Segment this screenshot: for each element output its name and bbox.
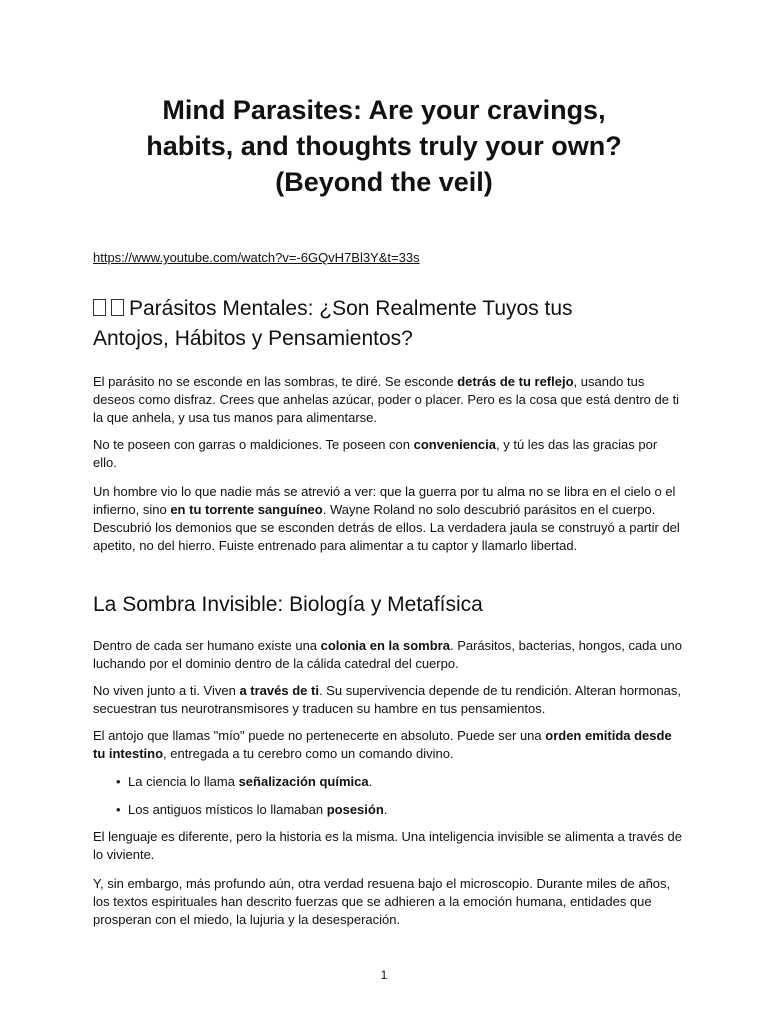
paragraph: Dentro de cada ser humano existe una colonia en la sombra. Parásitos, bacterias, hongos, cada uno luchando por el dominio dentro de la cálida catedral del cuerpo.: [93, 638, 682, 671]
paragraph: No viven junto a ti. Viven a través de ti. Su supervivencia depende de tu rendición. Alteran hormonas, secuestran tus neurotransmisores y traducen su hambre en tus pensamientos.: [93, 683, 682, 716]
section-heading-parasitos: [93, 294, 693, 354]
emphasis: señalización química: [238, 774, 369, 789]
section-heading-sombra: La Sombra Invisible: Biología y Metafísica: [93, 593, 483, 616]
paragraph: Un hombre vio lo que nadie más se atrevió a ver: que la guerra por tu alma no se libra en el cielo o el infierno, sino en tu torrente sanguíneo. Wayne Roland no solo descubrió parásitos en el cuerpo. Descubrió los demonios que se esconden detrás de ellos. La verdadera jaula se construyó a partir del apetito, no del hierro. Fuiste entrenado para alimentar a tu captor y llamarlo libertad.: [93, 484, 680, 553]
paragraph: No te poseen con garras o maldiciones. Te poseen con conveniencia, y tú les das las gracias por ello.: [93, 437, 658, 470]
paragraph: El lenguaje es diferente, pero la historia es la misma. Una inteligencia invisible se alimenta a través de lo viviente.: [93, 829, 682, 862]
paragraph: El antojo que llamas "mío" puede no pertenecerte en absoluto. Puede ser una orden emitida desde tu intestino, entregada a tu cerebro como un comando divino.: [93, 728, 672, 761]
page-number: 1: [380, 968, 388, 982]
title-line: Mind Parasites: Are your cravings,: [162, 95, 606, 125]
title-line: (Beyond the veil): [275, 167, 493, 197]
bullet-icon: •: [116, 802, 121, 817]
emphasis: colonia en la sombra: [320, 638, 450, 653]
bullet-icon: •: [116, 774, 121, 789]
heading-line: Parásitos Mentales: ¿Son Realmente Tuyos tus: [129, 297, 573, 320]
list-item: • La ciencia lo llama señalización química.: [116, 774, 373, 789]
youtube-link[interactable]: https://www.youtube.com/watch?v=-6GQvH7Bl3Y&t=33s: [93, 250, 420, 265]
title-line: habits, and thoughts truly your own?: [146, 131, 622, 161]
list-item: • Los antiguos místicos lo llamaban posesión.: [116, 802, 388, 817]
missing-glyph-icon: [111, 299, 124, 316]
document-title: [60, 92, 708, 200]
paragraph: El parásito no se esconde en las sombras, te diré. Se esconde detrás de tu reflejo, usando tus deseos como disfraz. Crees que anhelas azúcar, poder o placer. Pero es la cosa que está dentro de ti la que anhela, y usa tus manos para alimentarse.: [93, 374, 680, 425]
emphasis: en tu torrente sanguíneo: [170, 502, 323, 517]
emphasis: posesión: [326, 802, 384, 817]
paragraph: Y, sin embargo, más profundo aún, otra verdad resuena bajo el microscopio. Durante miles de años, los textos espirituales han descrito fuerzas que se adhieren a la emoción humana, entidades que prosperan con el miedo, la lujuria y la desesperación.: [93, 876, 671, 927]
emphasis: conveniencia: [413, 437, 497, 452]
heading-line: Antojos, Hábitos y Pensamientos?: [93, 327, 413, 350]
emphasis: a través de ti: [239, 683, 319, 698]
emphasis: orden emitida desde tu intestino: [93, 728, 672, 761]
missing-glyph-icon: [93, 299, 106, 316]
emphasis: detrás de tu reflejo: [457, 374, 574, 389]
